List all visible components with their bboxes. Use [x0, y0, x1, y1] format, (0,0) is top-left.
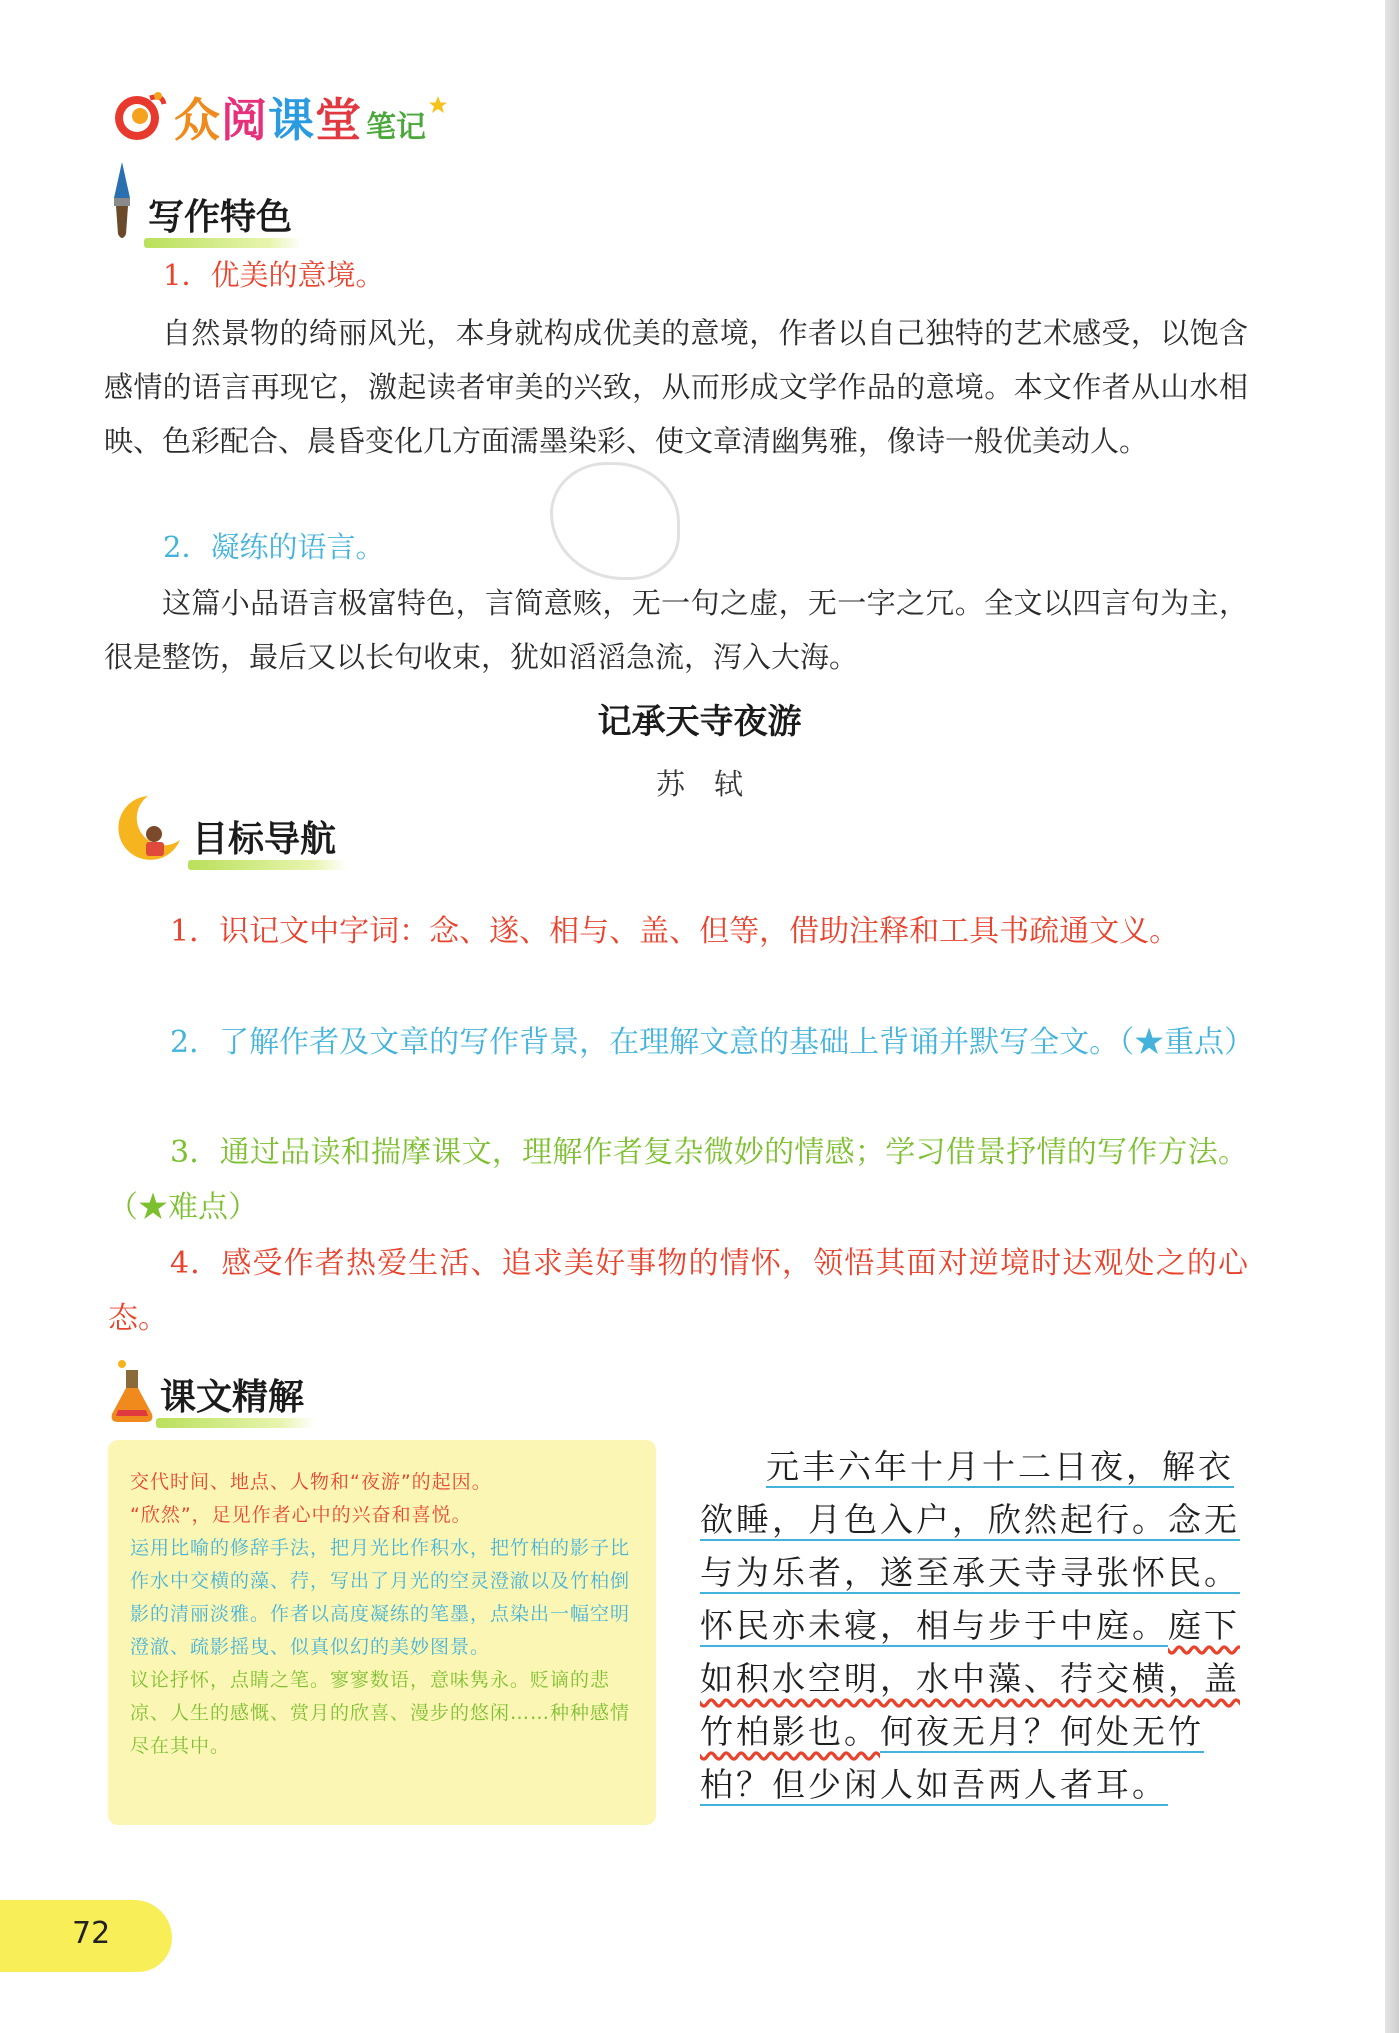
swirl-logo-icon	[110, 90, 168, 144]
classic-part-3: 庭下如积水空明，水中藻、荇交横，盖竹柏影也。	[700, 1606, 1240, 1751]
analysis-section-header	[108, 1358, 314, 1424]
point2-title: 2．凝练的语言。	[163, 530, 385, 564]
stamp-seal	[550, 462, 680, 580]
section-title: 写作特色	[144, 189, 302, 244]
goal-item-2: 2．了解作者及文章的写作背景，在理解文意的基础上背诵并默写全文。（★重点）	[170, 1025, 1255, 1060]
note-3: 运用比喻的修辞手法，把月光比作积水，把竹柏的影子比作水中交横的藻、荇，写出了月光的空灵澄澈以及竹柏倒影的清丽淡雅。作者以高度凝练的笔墨，点染出一幅空明澄澈、疏影摇曳、似真似幻的美妙图景。	[130, 1537, 631, 1658]
note-1: 交代时间、地点、人物和“夜游”的起因。	[130, 1471, 492, 1493]
note-4: 议论抒怀，点睛之笔。寥寥数语，意味隽永。贬谪的悲凉、人生的感慨、赏月的欣喜、漫步的悠闲……种种感情尽在其中。	[130, 1669, 631, 1757]
star-icon	[428, 95, 448, 115]
goal-item-1: 1．识记文中字词：念、遂、相与、盖、但等，借助注释和工具书疏通文义。	[170, 914, 1180, 949]
page-edge-shadow	[1385, 0, 1399, 2033]
goal-item-4: 4．感受作者热爱生活、追求美好事物的情怀，领悟其面对逆境时达观处之的心态。	[108, 1246, 1248, 1336]
section-title: 课文精解	[156, 1369, 314, 1424]
section-title: 目标导航	[188, 811, 346, 866]
writing-section-header	[100, 158, 302, 244]
moon-reader-icon	[108, 790, 188, 866]
brand-header	[110, 84, 448, 150]
article-title: 记承天寺夜游	[597, 702, 802, 742]
article-author: 苏 轼	[655, 767, 743, 801]
annotation-notes-box	[108, 1440, 656, 1825]
classic-text	[700, 1440, 1248, 1811]
paintbrush-icon	[100, 158, 144, 244]
flask-icon	[108, 1358, 156, 1424]
goal-item-3: 3．通过品读和揣摩课文，理解作者复杂微妙的情感；学习借景抒情的写作方法。（★难点）	[108, 1135, 1248, 1225]
goals-section-header	[108, 790, 346, 866]
brand-title: 众阅课堂	[174, 93, 362, 147]
point2-text: 这篇小品语言极富特色，言简意赅，无一句之虚，无一字之冗。全文以四言句为主，很是整饬，最后又以长句收束，犹如滔滔急流，泻入大海。	[104, 586, 1248, 674]
classic-part-2: 念无与为乐者，遂至承天寺寻张怀民。怀民亦未寝，相与步于中庭。	[700, 1500, 1240, 1645]
note-2: “欣然”，足见作者心中的兴奋和喜悦。	[130, 1504, 472, 1526]
point1-title: 1．优美的意境。	[163, 258, 385, 292]
classic-part-1: 元丰六年十月十二日夜，解衣欲睡，月色入户，欣然起行。	[700, 1447, 1234, 1539]
page-number: 72	[72, 1916, 111, 1951]
point1-text: 自然景物的绮丽风光，本身就构成优美的意境，作者以自己独特的艺术感受，以饱含感情的语言再现它，激起读者审美的兴致，从而形成文学作品的意境。本文作者从山水相映、色彩配合、晨昏变化几方面濡墨染彩、使文章清幽隽雅，像诗一般优美动人。	[104, 316, 1248, 458]
brand-subtitle: 笔记	[366, 110, 426, 145]
classic-part-4: 何夜无月？何处无竹柏？但少闲人如吾两人者耳。	[700, 1712, 1204, 1804]
